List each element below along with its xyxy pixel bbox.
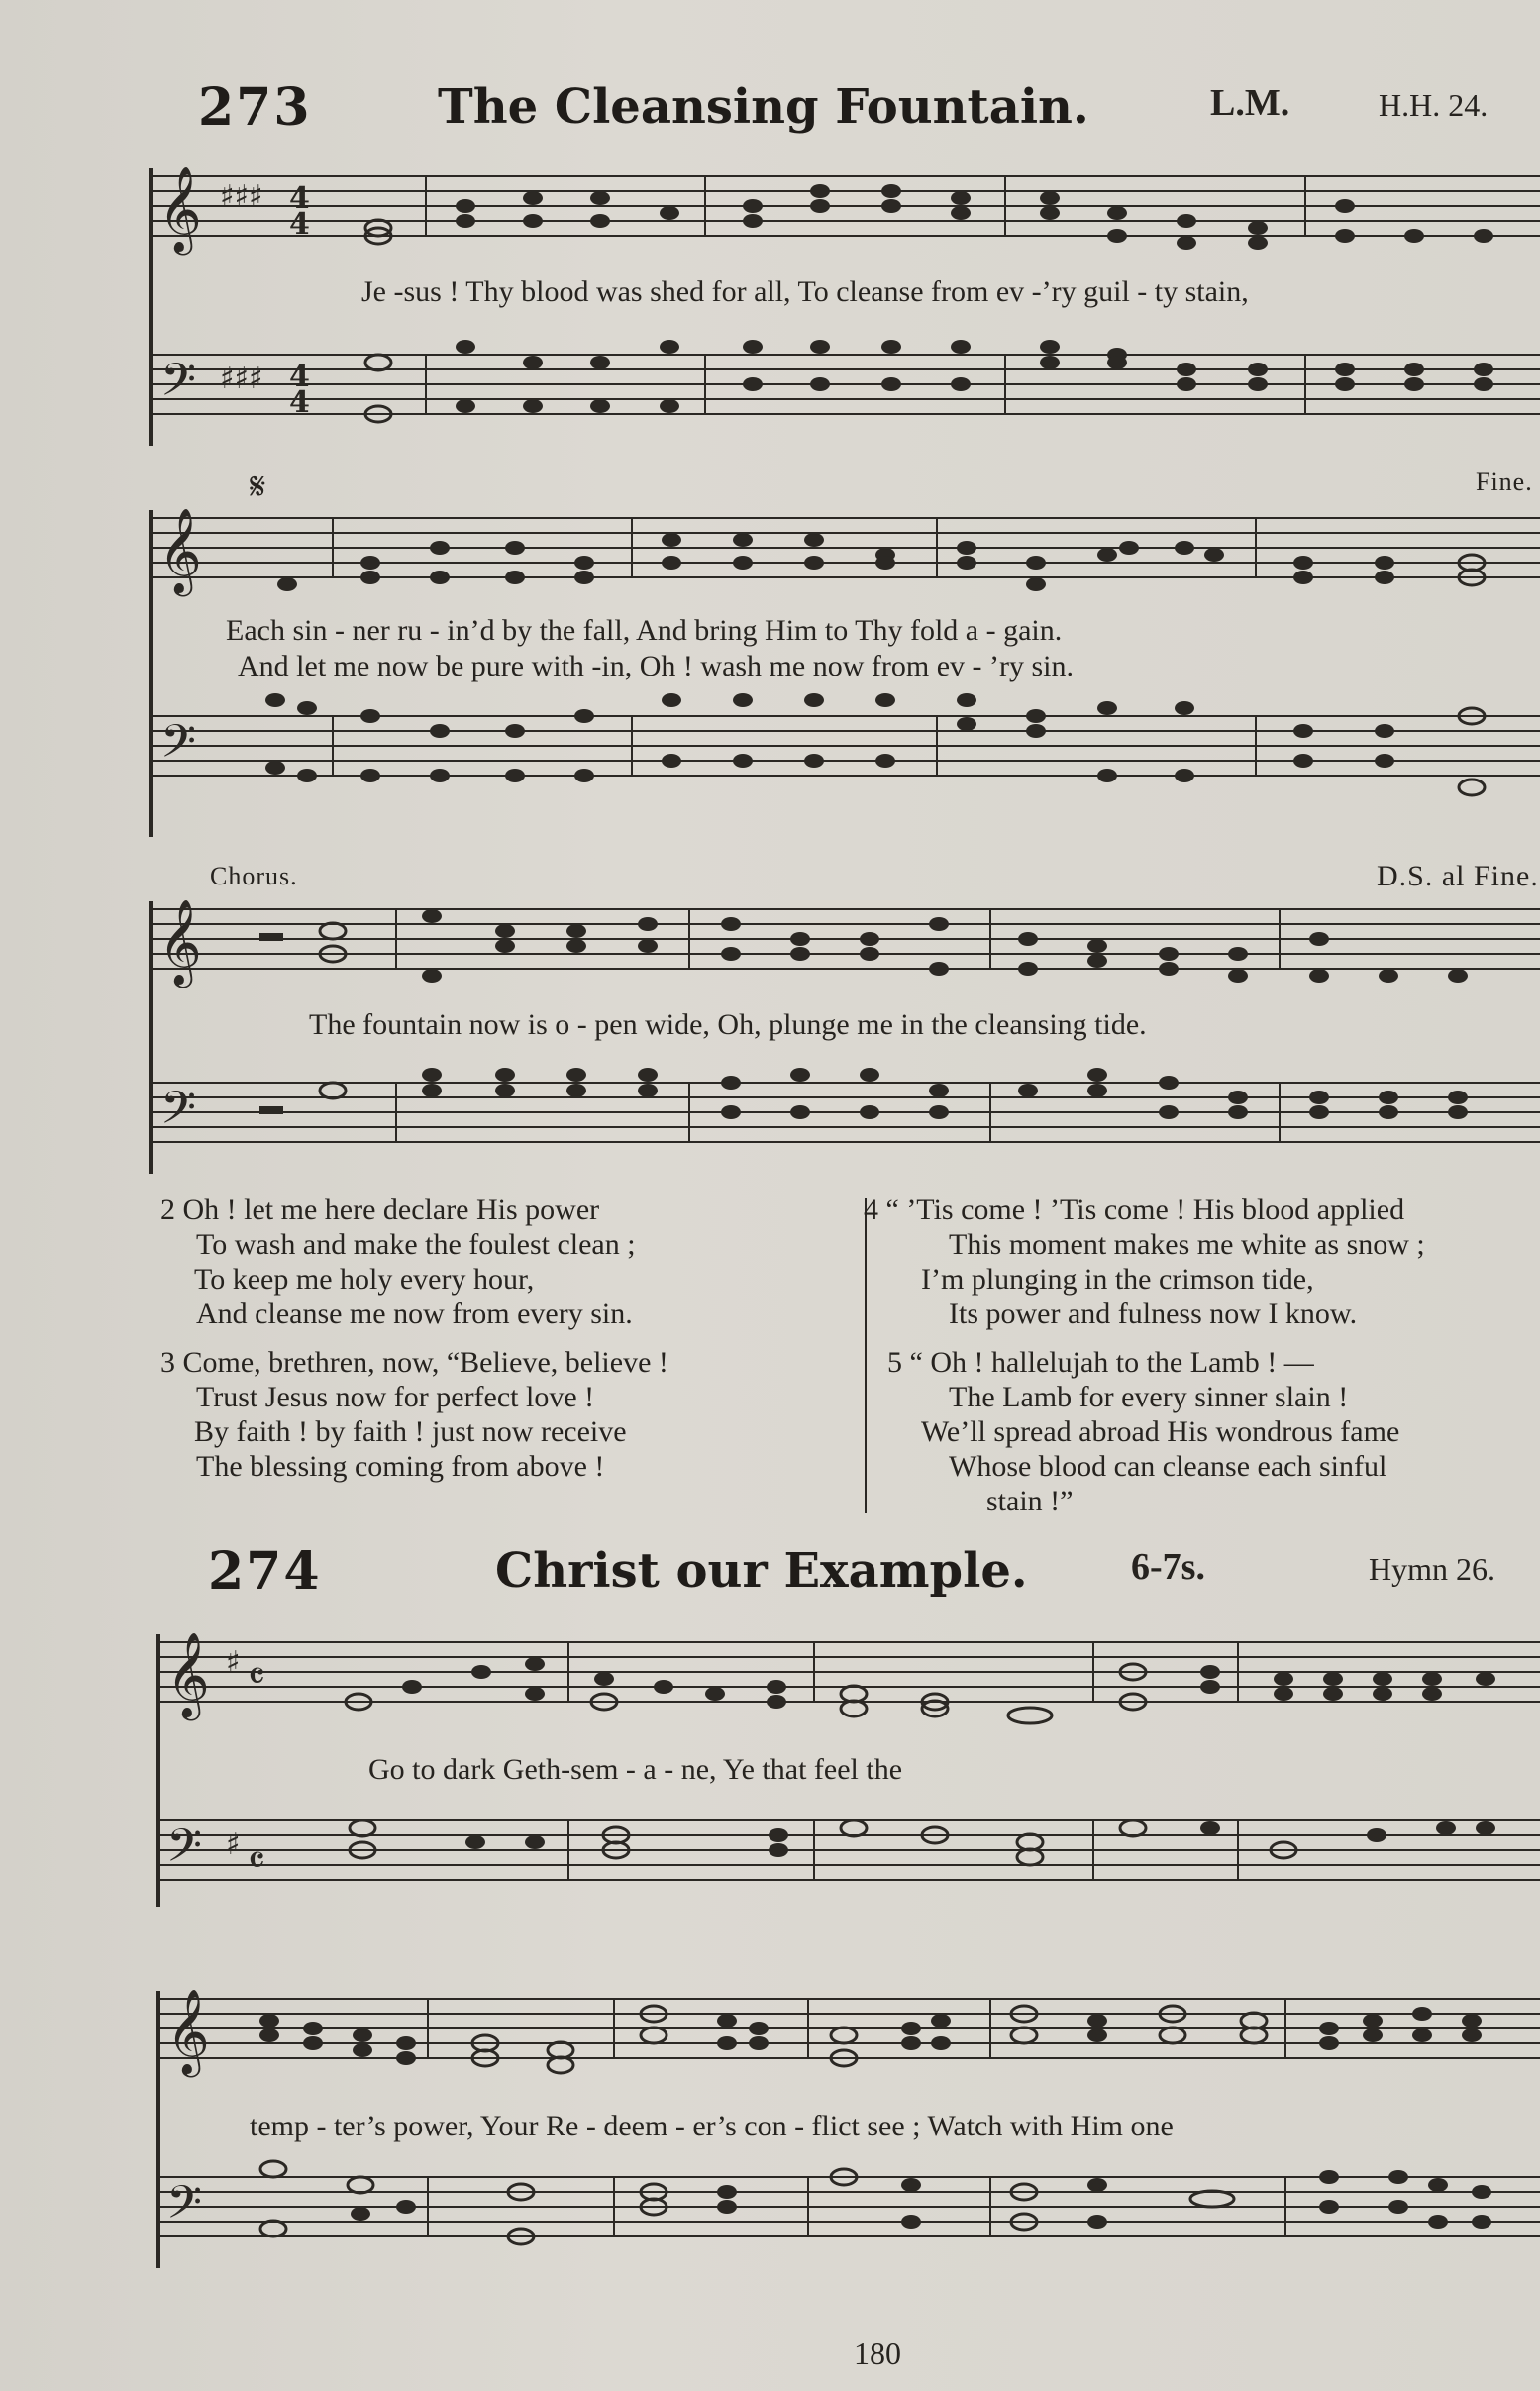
verse-line: We’ll spread abroad His wondrous fame [921, 1415, 1400, 1448]
verse-line: The blessing coming from above ! [196, 1450, 605, 1483]
verse-line: Its power and fulness now I know. [949, 1298, 1358, 1330]
hymn-273-chorus-label: Chorus. [210, 862, 298, 890]
hymn-274-title: Christ our Example. [495, 1543, 1028, 1599]
hymn-273-system-1-bass-staff [0, 327, 1540, 446]
verse-line: I’m plunging in the crimson tide, [921, 1263, 1314, 1296]
svg-text:𝄞: 𝄞 [158, 899, 202, 985]
hymn-274-system-1-treble-staff [0, 1624, 1540, 1743]
svg-text:𝄢: 𝄢 [160, 354, 197, 418]
hymn-273-segno: 𝄋 [250, 467, 267, 508]
svg-text:4: 4 [289, 207, 310, 242]
svg-text:𝄢: 𝄢 [166, 2176, 203, 2240]
hymn-274-lyric-line-2: temp - ter’s power, Your Re - deem - er’s con - flict see ; Watch with Him one [250, 2110, 1174, 2142]
hymn-273-chorus-bass-staff [0, 1055, 1540, 1174]
verse-number: 2 [160, 1194, 175, 1226]
verse-line: Trust Jesus now for perfect love ! [196, 1381, 595, 1413]
verse-line: “ Oh ! hallelujah to the Lamb ! — [909, 1346, 1314, 1379]
svg-text:𝄞: 𝄞 [166, 1989, 210, 2074]
verse-line: And cleanse me now from every sin. [196, 1298, 633, 1330]
hymn-273-system-1-treble-staff [0, 158, 1540, 277]
hymn-274-system-2-treble-staff [0, 1981, 1540, 2100]
verse-line: This moment makes me white as snow ; [949, 1228, 1425, 1261]
svg-text:𝄴: 𝄴 [248, 1838, 265, 1884]
hymn-273-tune-reference: H.H. 24. [1379, 87, 1489, 123]
hymn-273-ds-label: D.S. al Fine. [1377, 860, 1539, 892]
svg-text:4: 4 [289, 360, 310, 394]
hymn-274-tune-reference: Hymn 26. [1369, 1551, 1495, 1587]
svg-text:♯: ♯ [226, 1645, 241, 1680]
svg-text:𝄢: 𝄢 [166, 1819, 203, 1884]
svg-text:4: 4 [289, 181, 310, 216]
svg-text:𝄴: 𝄴 [248, 1654, 265, 1700]
hymn-273-lyric-line-2b: And let me now be pure with -in, Oh ! wash me now from ev - ’ry sin. [238, 650, 1074, 682]
hymn-273-number: 273 [198, 77, 312, 138]
hymn-273-lyric-line-1: Je -sus ! Thy blood was shed for all, To cleanse from ev -’ry guil - ty stain, [361, 275, 1249, 308]
hymn-274-system-2-bass-staff [0, 2149, 1540, 2268]
verse-line: To wash and make the foulest clean ; [196, 1228, 636, 1261]
hymn-273-system-2-bass-staff [0, 688, 1540, 807]
hymn-273-verse-5 [887, 1345, 1399, 1518]
hymn-273-chorus-lyric: The fountain now is o - pen wide, Oh, plunge me in the cleansing tide. [309, 1008, 1147, 1041]
verse-number: 5 [887, 1346, 902, 1379]
verse-line: Come, brethren, now, “Believe, believe ! [182, 1346, 668, 1379]
svg-text:𝄞: 𝄞 [158, 508, 202, 593]
svg-text:♯♯♯: ♯♯♯ [220, 362, 263, 396]
svg-text:𝄢: 𝄢 [160, 715, 197, 780]
hymn-274-number: 274 [208, 1541, 322, 1602]
hymn-273-system-2-treble-staff [0, 500, 1540, 619]
hymn-273-chorus-treble-staff [0, 891, 1540, 1010]
svg-text:𝄞: 𝄞 [166, 1632, 210, 1717]
hymn-273-verse-3 [160, 1345, 668, 1484]
hymn-273-meter: L.M. [1210, 82, 1290, 124]
verse-line: stain !” [986, 1485, 1074, 1517]
verse-line: “ ’Tis come ! ’Tis come ! His blood applied [885, 1194, 1405, 1226]
svg-text:4: 4 [289, 385, 310, 420]
hymn-273-verse-4 [864, 1193, 1425, 1331]
svg-text:𝄢: 𝄢 [160, 1082, 197, 1146]
verse-line: The Lamb for every sinner slain ! [949, 1381, 1349, 1413]
svg-text:𝄞: 𝄞 [158, 166, 202, 252]
verse-number: 3 [160, 1346, 175, 1379]
verse-number: 4 [864, 1194, 878, 1226]
hymn-273-verse-2 [160, 1193, 636, 1331]
hymn-273-title: The Cleansing Fountain. [438, 79, 1089, 135]
hymn-274-lyric-line-1: Go to dark Geth-sem - a - ne, Ye that feel the [368, 1753, 903, 1786]
verse-line: Oh ! let me here declare His power [182, 1194, 600, 1226]
hymn-273-fine-marker: Fine. [1476, 468, 1533, 496]
hymn-273-lyric-line-2a: Each sin - ner ru - in’d by the fall, And bring Him to Thy fold a - gain. [226, 614, 1063, 647]
verse-line: To keep me holy every hour, [194, 1263, 535, 1296]
hymn-274-system-1-bass-staff [0, 1793, 1540, 1912]
page-number: 180 [854, 2336, 901, 2371]
hymn-274-meter: 6-7s. [1131, 1546, 1205, 1588]
verse-line: By faith ! by faith ! just now receive [194, 1415, 627, 1448]
svg-text:♯♯♯: ♯♯♯ [220, 179, 263, 214]
svg-text:♯: ♯ [226, 1827, 241, 1862]
verse-line: Whose blood can cleanse each sinful [949, 1450, 1387, 1483]
